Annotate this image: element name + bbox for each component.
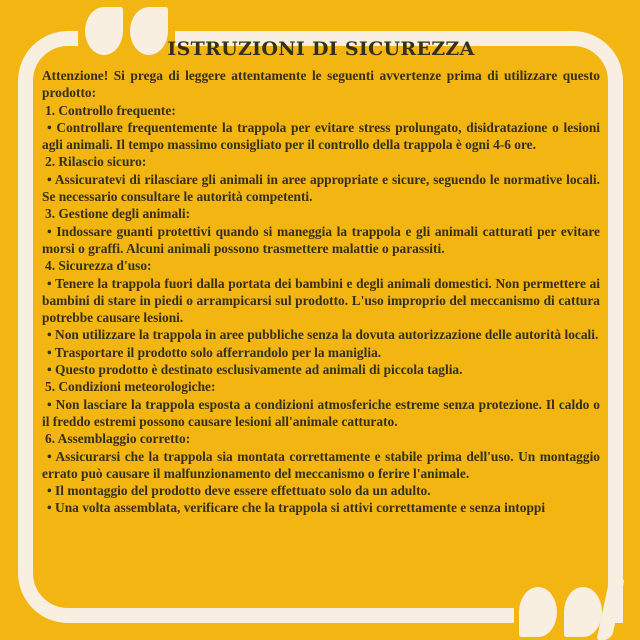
close-quote-comma	[519, 587, 557, 637]
bullet-item: • Indossare guanti protettivi quando si maneggia la trappola e gli animali catturati per evitare morsi o graffi. Alcuni animali possono trasmettere malattie o parassiti.	[42, 223, 600, 256]
bullet-item: • Non lasciare la trappola esposta a condizioni atmosferiche estreme senza protezione. Il caldo o il freddo estremi possono causare lesioni all'animale catturato.	[42, 396, 600, 429]
bullet-item: • Assicuratevi di rilasciare gli animali in aree appropriate e sicure, seguendo le normative locali. Se necessario consultare le autorità competenti.	[42, 171, 600, 205]
instructions-content	[42, 38, 600, 517]
close-quote-icon	[514, 576, 606, 640]
bullet-item: • Tenere la trappola fuori dalla portata dei bambini e degli animali domestici. Non permettere ai bambini di stare in piedi o arrampicarsi sul prodotto. L'uso improprio del meccanismo di cattura potrebbe causare lesioni.	[42, 275, 600, 326]
page-title: ISTRUZIONI DI SICUREZZA	[167, 38, 475, 60]
intro-paragraph: Attenzione! Si prega di leggere attentamente le seguenti avvertenze prima di utilizzare questo prodotto:	[42, 68, 600, 101]
sections	[42, 102, 600, 517]
bullet-item: • Trasportare il prodotto solo afferrandolo per la maniglia.	[47, 344, 382, 360]
bullet-item: • Questo prodotto è destinato esclusivamente ad animali di piccola taglia.	[47, 362, 463, 378]
bullet-item: • Controllare frequentemente la trappola per evitare stress prolungato, disidratazione o lesioni agli animali. Il tempo massimo consigliato per il controllo della trappola è ogni 4-6 ore.	[42, 119, 600, 153]
section-heading: 4. Sicurezza d'uso:	[45, 258, 152, 274]
bullet-item: • Assicurarsi che la trappola sia montata correttamente e stabile prima dell'uso. Un montaggio errato può causare il malfunzionamento del meccanismo o ferire l'animale.	[42, 448, 600, 481]
close-quote-comma	[564, 587, 602, 637]
section-heading: 3. Gestione degli animali:	[45, 206, 191, 222]
bullet-item: • Il montaggio del prodotto deve essere effettuato solo da un adulto.	[47, 483, 431, 499]
section-heading: 5. Condizioni meteorologiche:	[45, 379, 216, 395]
section-heading: 2. Rilascio sicuro:	[45, 154, 147, 170]
section-heading: 6. Assemblaggio corretto:	[45, 431, 191, 447]
section-heading: 1. Controllo frequente:	[45, 102, 176, 118]
bullet-item: • Una volta assemblata, verificare che la trappola si attivi correttamente e senza intoppi	[47, 500, 546, 516]
bullet-item: • Non utilizzare la trappola in aree pubbliche senza la dovuta autorizzazione delle autorità locali.	[47, 327, 599, 343]
